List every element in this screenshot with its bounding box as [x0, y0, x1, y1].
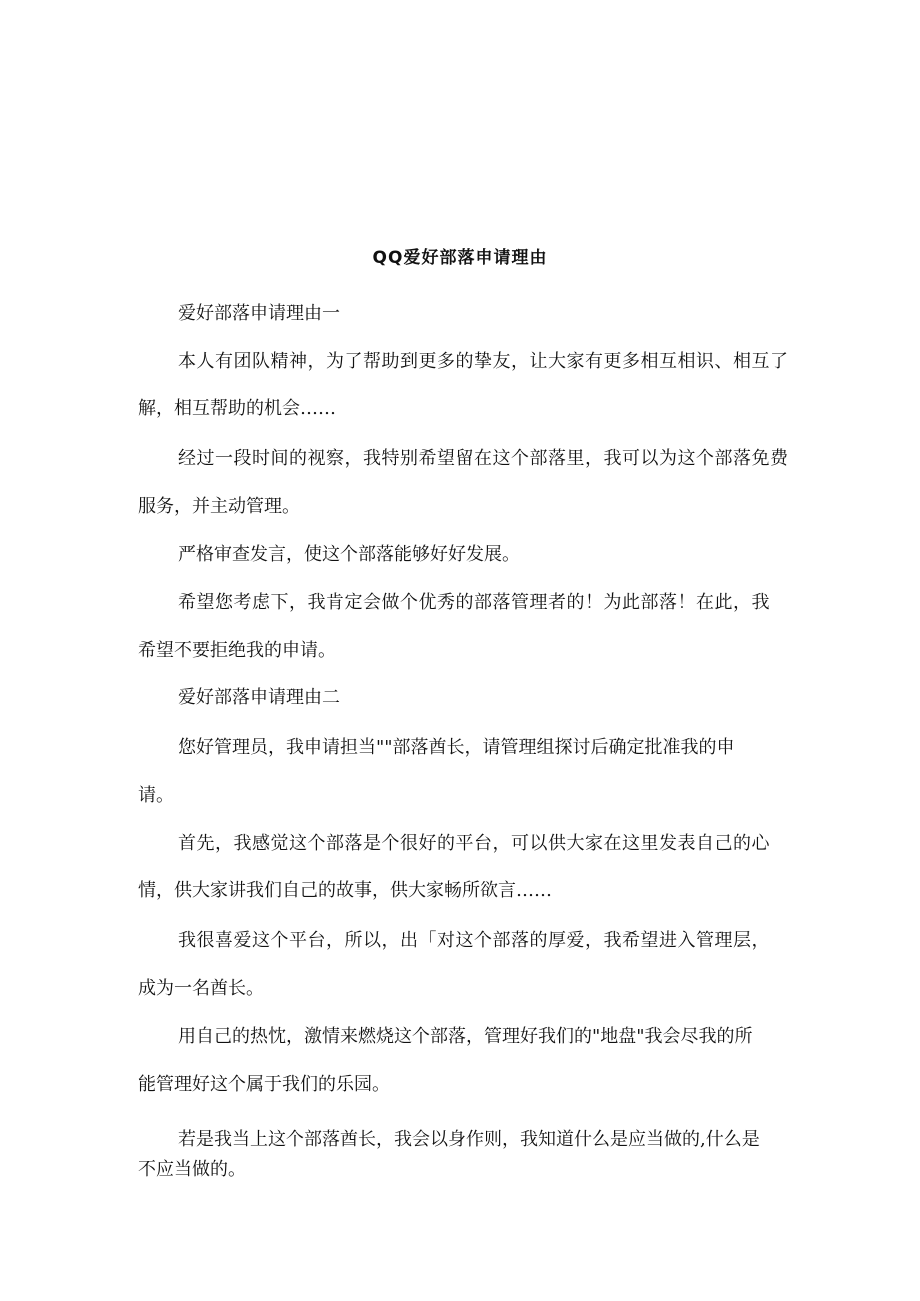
paragraph-line: 用自己的热忱，激情来燃烧这个部落，管理好我们的"地盘"我会尽我的所 [178, 1026, 753, 1047]
paragraph-line: 请。 [138, 785, 174, 806]
paragraph-line: 若是我当上这个部落酋长，我会以身作则，我知道什么是应当做的,什么是 [178, 1129, 760, 1150]
paragraph-line: 严格审查发言，使这个部落能够好好发展。 [178, 544, 520, 565]
paragraph-line: 成为一名酋长。 [138, 978, 264, 999]
paragraph-line: 能管理好这个属于我们的乐园。 [138, 1074, 390, 1095]
paragraph-line: 情，供大家讲我们自己的故事，供大家畅所欲言…… [138, 880, 552, 901]
paragraph-line: 希望不要拒绝我的申请。 [138, 640, 336, 661]
paragraph-line: 您好管理员，我申请担当""部落酋长，请管理组探讨后确定批准我的申 [178, 737, 735, 758]
paragraph-line: 解，相互帮助的机会…… [138, 398, 336, 419]
paragraph-line: 本人有团队精神，为了帮助到更多的挚友，让大家有更多相互相识、相互了 [178, 351, 789, 372]
paragraph-line: 首先，我感觉这个部落是个很好的平台，可以供大家在这里发表自己的心 [178, 833, 770, 854]
paragraph-line: 经过一段时间的视察，我特别希望留在这个部落里，我可以为这个部落免费 [178, 448, 789, 469]
paragraph-line: 不应当做的。 [138, 1159, 246, 1180]
section-heading-2: 爱好部落申请理由二 [178, 687, 340, 708]
document-title: QQ爱好部落申请理由 [372, 248, 548, 268]
paragraph-line: 我很喜爱这个平台，所以，出「对这个部落的厚爱，我希望进入管理层， [178, 930, 770, 951]
paragraph-line: 服务，并主动管理。 [138, 496, 300, 517]
section-heading-1: 爱好部落申请理由一 [178, 303, 340, 324]
paragraph-line: 希望您考虑下，我肯定会做个优秀的部落管理者的！为此部落！在此，我 [178, 592, 770, 613]
